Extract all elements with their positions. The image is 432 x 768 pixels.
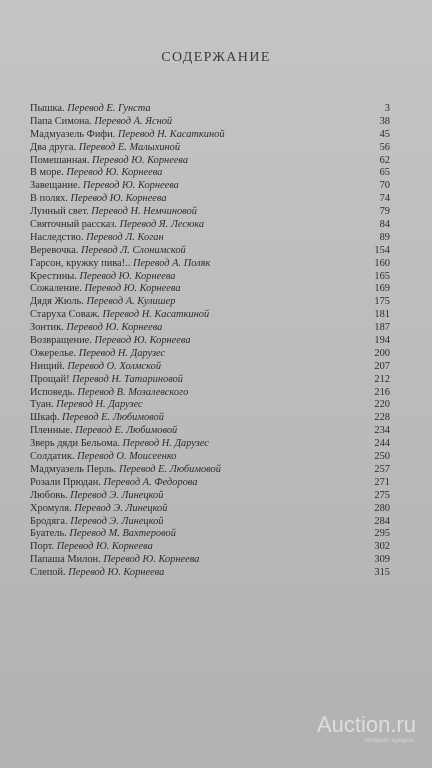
toc-entry <box>30 348 390 361</box>
work-title: Наследство. <box>30 231 84 243</box>
toc-entry <box>30 283 390 296</box>
work-title: Пышка. <box>30 103 65 114</box>
page-number: 84 <box>379 219 390 231</box>
toc-entry-title <box>30 361 161 374</box>
translator-credit: Перевод О. Моисеенко <box>77 451 177 463</box>
toc-entry-title <box>30 503 167 516</box>
page-number: 275 <box>374 489 390 501</box>
page-number: 284 <box>374 515 390 527</box>
work-title: Исповедь. <box>30 386 75 398</box>
page-number: 302 <box>374 541 390 553</box>
translator-credit: Перевод Ю. Корнеева <box>84 283 181 295</box>
work-title: Слепой. <box>30 567 66 579</box>
toc-entry-title <box>30 142 180 155</box>
page-number: 38 <box>379 115 390 127</box>
toc-entry <box>30 155 390 168</box>
toc-entry-title <box>30 554 199 567</box>
work-title: Дядя Жюль. <box>30 296 84 308</box>
page-number: 295 <box>374 528 390 540</box>
toc-entry <box>30 142 390 155</box>
toc-entry <box>30 296 390 309</box>
toc-entry <box>30 322 390 335</box>
translator-credit: Перевод Е. Любимовой <box>118 463 221 475</box>
page-number: 280 <box>374 502 390 514</box>
toc-entry <box>30 309 390 322</box>
page-number: 234 <box>374 425 390 437</box>
translator-credit: Перевод Ю. Корнеева <box>82 180 179 192</box>
toc-entry-title <box>30 567 164 580</box>
work-title: Пленные. <box>30 425 73 437</box>
translator-credit: Перевод Н. Касаткиной <box>102 309 210 321</box>
toc-entry-title <box>30 516 163 529</box>
toc-entry <box>30 425 390 438</box>
toc-entry <box>30 103 390 116</box>
toc-entry-title <box>30 219 204 232</box>
toc-entry-title <box>30 116 172 129</box>
page-number: 45 <box>379 128 390 140</box>
toc-entry-title <box>30 271 176 284</box>
toc-entry-title <box>30 541 153 554</box>
toc-entry-title <box>30 258 210 271</box>
toc-entry <box>30 258 390 271</box>
work-title: Прощай! <box>30 373 70 385</box>
translator-credit: Перевод А. Кулишер <box>86 296 176 308</box>
page-number: 228 <box>374 412 390 424</box>
toc-entry-title <box>30 103 151 116</box>
translator-credit: Перевод В. Мозалевского <box>77 386 189 398</box>
work-title: Папаша Милон. <box>30 554 101 566</box>
page-number: 250 <box>374 451 390 463</box>
page-number: 169 <box>374 283 390 295</box>
work-title: Порт. <box>30 541 55 553</box>
work-title: Буатель. <box>30 528 67 540</box>
toc-entry-title <box>30 206 197 219</box>
work-title: Мадмуазель Фифи. <box>30 128 116 140</box>
toc-entry-title <box>30 232 164 245</box>
work-title: Помешанная. <box>30 154 90 166</box>
work-title: Сожаление. <box>30 283 82 295</box>
toc-entry <box>30 271 390 284</box>
work-title: Старуха Соваж. <box>30 309 100 321</box>
toc-entry-title <box>30 477 197 490</box>
translator-credit: Перевод Н. Дарузес <box>78 347 166 359</box>
toc-entry <box>30 541 390 554</box>
translator-credit: Перевод Н. Татариновой <box>72 373 183 385</box>
work-title: Папа Симона. <box>30 115 92 127</box>
translator-credit: Перевод Л. Слонимской <box>81 244 186 256</box>
toc-entry <box>30 567 390 580</box>
translator-credit: Перевод Н. Касаткиной <box>117 128 225 140</box>
toc-entry-title <box>30 438 209 451</box>
toc-entry-title <box>30 193 167 206</box>
translator-credit: Перевод Ю. Корнеева <box>66 167 163 179</box>
toc-entry-title <box>30 309 209 322</box>
toc-entry-title <box>30 412 164 425</box>
translator-credit: Перевод Н. Немчиновой <box>91 206 197 218</box>
toc-entry-title <box>30 528 176 541</box>
toc-entry-title <box>30 335 191 348</box>
translator-credit: Перевод А. Ясной <box>94 115 173 127</box>
work-title: Возвращение. <box>30 335 92 347</box>
page-number: 271 <box>374 476 390 488</box>
toc-entry-title <box>30 374 183 387</box>
page-number: 3 <box>384 103 390 114</box>
work-title: Лунный свет. <box>30 206 89 218</box>
work-title: Зонтик. <box>30 322 64 334</box>
toc-entry <box>30 438 390 451</box>
page-number: 257 <box>374 463 390 475</box>
translator-credit: Перевод Ю. Корнеева <box>103 554 200 566</box>
work-title: Зверь дяди Бельома. <box>30 438 120 450</box>
translator-credit: Перевод Е. Гунста <box>67 103 151 114</box>
page-number: 74 <box>379 193 390 205</box>
page-number: 154 <box>374 244 390 256</box>
translator-credit: Перевод Н. Дарузес <box>122 438 209 450</box>
page-number: 56 <box>379 141 390 153</box>
translator-credit: Перевод Ю. Корнеева <box>56 541 153 553</box>
page-number: 200 <box>374 347 390 359</box>
translator-credit: Перевод Э. Линецкой <box>70 515 164 527</box>
translator-credit: Перевод Е. Малыхиной <box>78 141 181 153</box>
toc-entry-title <box>30 322 162 335</box>
translator-credit: Перевод Э. Линецкой <box>70 489 164 501</box>
page-title: СОДЕРЖАНИЕ <box>161 50 271 65</box>
translator-credit: Перевод Ю. Корнеева <box>79 270 176 282</box>
page-number: 187 <box>374 322 390 334</box>
toc-entry-title <box>30 296 175 309</box>
work-title: Любовь. <box>30 489 68 501</box>
toc-entry-title <box>30 283 181 296</box>
work-title: Солдатик. <box>30 451 75 463</box>
toc-entry <box>30 167 390 180</box>
page-number: 309 <box>374 554 390 566</box>
translator-credit: Перевод Ю. Корнеева <box>68 567 165 579</box>
toc-entry-title <box>30 155 188 168</box>
work-title: Шкаф. <box>30 412 60 424</box>
translator-credit: Перевод Н. Дарузес <box>56 399 143 411</box>
toc-entry <box>30 451 390 464</box>
translator-credit: Перевод Ю. Корнеева <box>92 154 189 166</box>
toc-entry <box>30 232 390 245</box>
toc-entry <box>30 374 390 387</box>
toc-entry-title <box>30 387 188 400</box>
translator-credit: Перевод М. Вахтеровой <box>69 528 176 540</box>
toc-entry <box>30 193 390 206</box>
translator-credit: Перевод Я. Лесюка <box>119 219 205 231</box>
page-number: 212 <box>374 373 390 385</box>
toc-entry <box>30 528 390 541</box>
toc-entry <box>30 490 390 503</box>
page-number: 216 <box>374 386 390 398</box>
page-number: 65 <box>379 167 390 179</box>
work-title: Бродяга. <box>30 515 68 527</box>
toc-entry-title <box>30 167 162 180</box>
toc-entry <box>30 477 390 490</box>
toc-entry <box>30 387 390 400</box>
toc-entry <box>30 399 390 412</box>
toc-entry <box>30 180 390 193</box>
translator-credit: Перевод Э. Линецкой <box>74 502 168 514</box>
page-number: 79 <box>379 206 390 218</box>
page-number: 207 <box>374 360 390 372</box>
watermark-logo: Auction.ru <box>316 712 416 737</box>
work-title: В полях. <box>30 193 68 205</box>
toc-entry-title <box>30 399 143 412</box>
toc-entry-title <box>30 245 186 258</box>
toc-entry <box>30 554 390 567</box>
translator-credit: Перевод Ю. Корнеева <box>66 322 163 334</box>
page-number: 244 <box>374 438 390 450</box>
toc-entry <box>30 129 390 142</box>
translator-credit: Перевод Е. Любимовой <box>61 412 164 424</box>
toc-entry-title <box>30 348 165 361</box>
toc-entry-title <box>30 129 225 142</box>
toc-entry <box>30 245 390 258</box>
work-title: Гарсон, кружку пива!.. <box>30 257 131 269</box>
page-number: 175 <box>374 296 390 308</box>
page-number: 89 <box>379 231 390 243</box>
work-title: Туан. <box>30 399 54 411</box>
work-title: Мадмуазель Перль. <box>30 463 117 475</box>
work-title: Ожерелье. <box>30 347 77 359</box>
work-title: Крестины. <box>30 270 77 282</box>
translator-credit: Перевод А. Федорова <box>103 476 198 488</box>
toc-entry-title <box>30 490 163 503</box>
translator-credit: Перевод Ю. Корнеева <box>94 335 191 347</box>
page-number: 181 <box>374 309 390 321</box>
toc-entry-title <box>30 180 179 193</box>
toc-entry <box>30 503 390 516</box>
page-number: 194 <box>374 335 390 347</box>
page-number: 220 <box>374 399 390 411</box>
translator-credit: Перевод Л. Коган <box>86 231 164 243</box>
translator-credit: Перевод Е. Любимовой <box>75 425 178 437</box>
work-title: В море. <box>30 167 64 179</box>
work-title: Два друга. <box>30 141 77 153</box>
page-number: 62 <box>379 154 390 166</box>
toc-entry-title <box>30 464 221 477</box>
toc-entry <box>30 516 390 529</box>
work-title: Нищий. <box>30 360 65 372</box>
toc-entry-title <box>30 425 177 438</box>
toc-entry <box>30 464 390 477</box>
toc-entry <box>30 412 390 425</box>
page-number: 160 <box>374 257 390 269</box>
watermark-caption: интернет-аукцион <box>364 738 414 744</box>
work-title: Святочный рассказ. <box>30 219 117 231</box>
work-title: Завещание. <box>30 180 81 192</box>
toc-entry <box>30 206 390 219</box>
toc-entry <box>30 361 390 374</box>
translator-credit: Перевод А. Поляк <box>132 257 211 269</box>
translator-credit: Перевод Ю. Корнеева <box>70 193 167 205</box>
work-title: Розали Прюдан. <box>30 476 101 488</box>
work-title: Веревочка. <box>30 244 79 256</box>
page-number: 315 <box>374 567 390 579</box>
table-of-contents <box>30 103 390 580</box>
toc-entry-title <box>30 451 177 464</box>
page-number: 70 <box>379 180 390 192</box>
translator-credit: Перевод О. Холмской <box>67 360 162 372</box>
work-title: Хромуля. <box>30 502 72 514</box>
toc-entry <box>30 219 390 232</box>
page-number: 165 <box>374 270 390 282</box>
toc-entry <box>30 116 390 129</box>
toc-entry <box>30 335 390 348</box>
